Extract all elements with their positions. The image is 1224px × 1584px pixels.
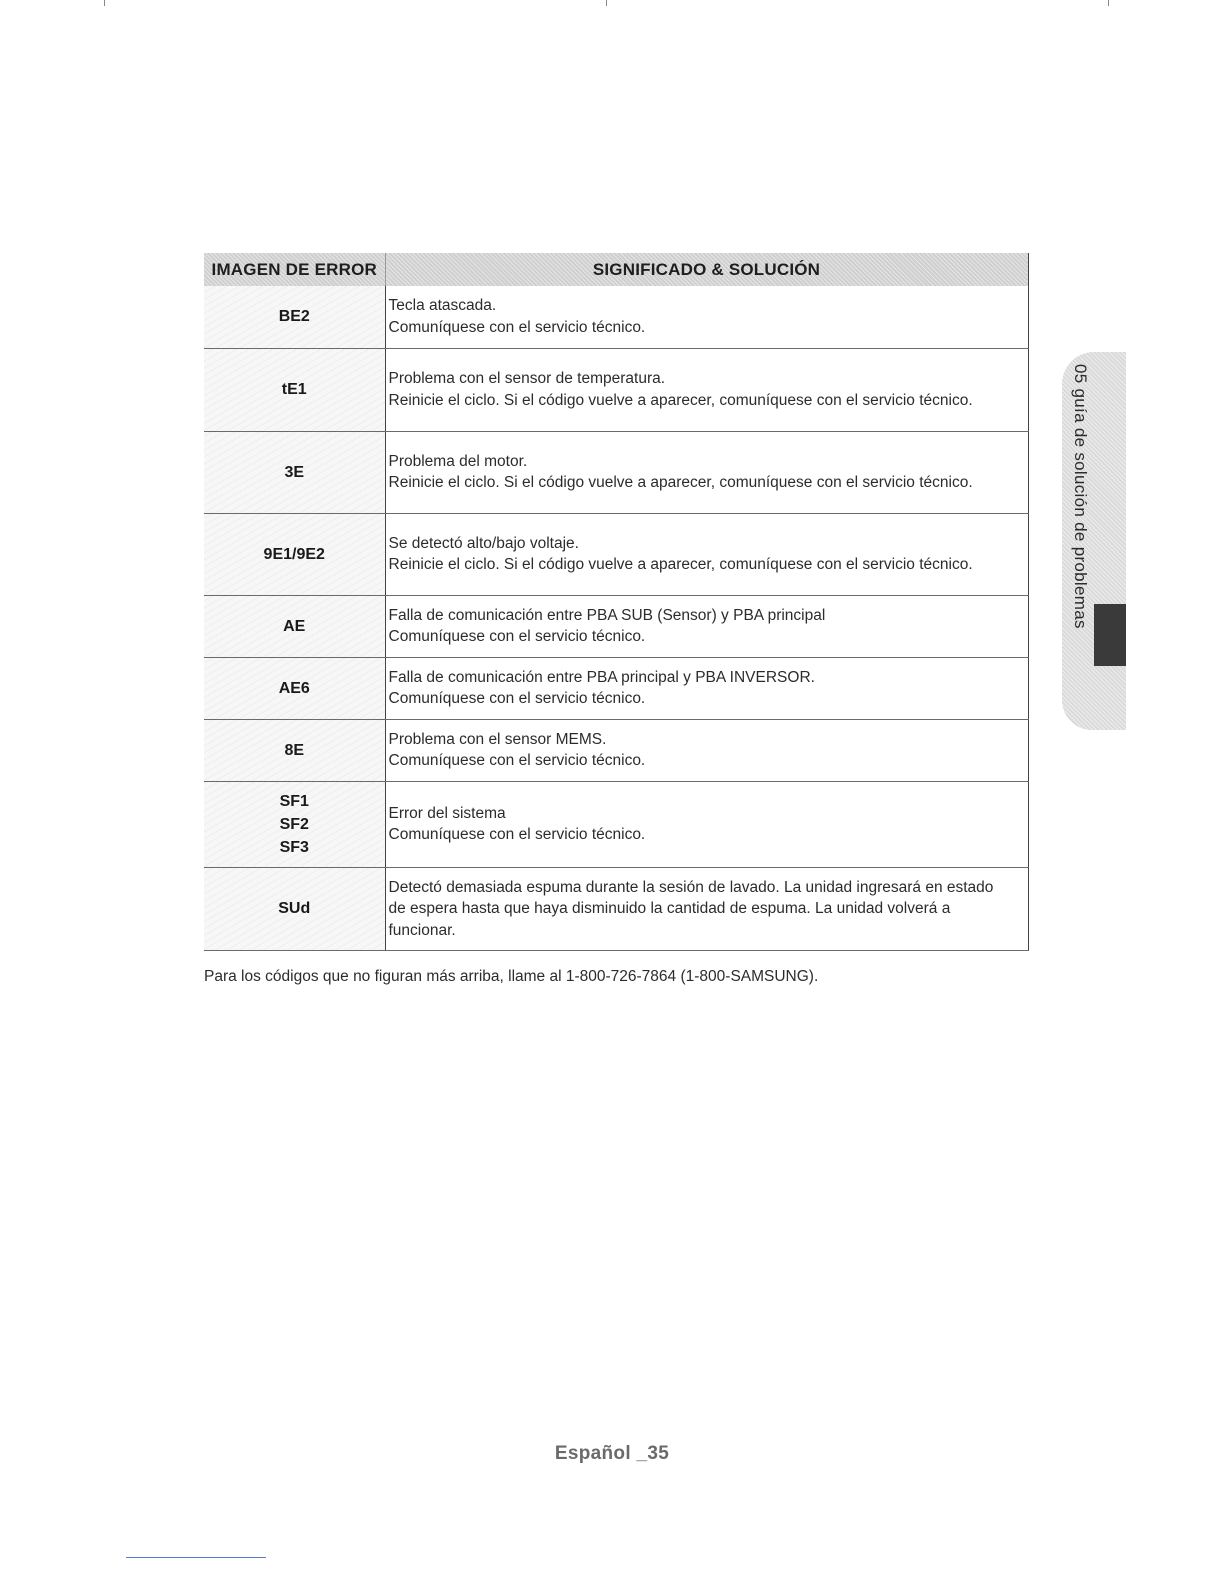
table-row [204,867,1028,951]
description-line: Reinicie el ciclo. Si el código vuelve a aparecer, comuníquese con el servicio técnico. [388,556,973,573]
error-code: SF3 [279,838,309,856]
meaning-solution-cell [385,781,1028,867]
error-code-cell [204,781,385,867]
description-line: Problema con el sensor MEMS. [388,730,607,748]
description-line: Error del sistema [388,804,506,822]
table-row [204,595,1028,657]
footnote: Para los códigos que no figuran más arriba, llame al 1-800-726-7864 (1-800-SAMSUNG). [204,968,819,985]
crop-mark [606,0,607,6]
error-code-cell [204,431,385,513]
error-code-cell [204,286,385,348]
error-code: SF1 [279,792,309,810]
description-line: Comuníquese con el servicio técnico. [388,318,646,336]
meaning-solution-cell [385,867,1028,951]
error-code: 9E1/9E2 [263,545,325,563]
error-code-cell [204,513,385,595]
table-row [204,286,1028,348]
table-row [204,513,1028,595]
description-line: Falla de comunicación entre PBA principal y PBA INVERSOR. [388,668,815,686]
meaning-solution-cell [385,595,1028,657]
error-code: BE2 [278,308,310,326]
description-line: Reinicie el ciclo. Si el código vuelve a aparecer, comuníquese con el servicio técnico. [388,474,973,491]
chapter-tab-marker [1094,604,1126,666]
description-line: Falla de comunicación entre PBA SUB (Sensor) y PBA principal [388,606,826,624]
error-code: AE6 [278,679,310,697]
description-line: Comuníquese con el servicio técnico. [388,826,646,843]
crop-mark [1108,0,1109,6]
error-code-cell [204,719,385,781]
error-code-cell [204,595,385,657]
crop-mark [104,0,105,6]
header-meaning-solution: SIGNIFICADO & SOLUCIÓN [385,253,1028,286]
description-line: Se detectó alto/bajo voltaje. [388,534,579,552]
error-rows [204,286,1028,951]
table-row [204,719,1028,781]
description-line: Comuníquese con el servicio técnico. [388,628,646,645]
table-header-row [204,253,1028,286]
error-code: SF2 [279,815,309,833]
meaning-solution-cell [385,431,1028,513]
description-line: Detectó demasiada espuma durante la sesión de lavado. La unidad ingresará en estado de espera hasta que haya disminuido la cantidad de espuma. La unidad volverá a funcionar. [388,878,994,939]
meaning-solution-cell [385,286,1028,348]
description-line: Problema con el sensor de temperatura. [388,370,666,387]
error-code: AE [283,617,306,635]
error-code: 8E [284,741,305,759]
bottom-rule [126,1557,266,1558]
error-code: SUd [278,900,311,918]
description-line: Comuníquese con el servicio técnico. [388,752,646,769]
meaning-solution-cell [385,657,1028,719]
table-row [204,657,1028,719]
error-code: tE1 [281,381,307,398]
error-code-cell [204,657,385,719]
error-code-cell [204,867,385,951]
table-row [204,348,1028,431]
description-line: Reinicie el ciclo. Si el código vuelve a aparecer, comuníquese con el servicio técnico. [388,391,973,409]
description-line: Problema del motor. [388,452,528,470]
chapter-tab-label: 05 guía de solución de problemas [1071,364,1090,629]
header-error-image: IMAGEN DE ERROR [204,253,385,286]
meaning-solution-cell [385,348,1028,431]
error-code-table [204,253,1029,951]
error-code-cell [204,348,385,431]
meaning-solution-cell [385,513,1028,595]
meaning-solution-cell [385,719,1028,781]
table-row [204,431,1028,513]
description-line: Tecla atascada. [388,297,497,315]
description-line: Comuníquese con el servicio técnico. [388,690,646,707]
error-code: 3E [284,463,305,481]
page-number: Español _35 [554,1443,670,1464]
table-row [204,781,1028,867]
